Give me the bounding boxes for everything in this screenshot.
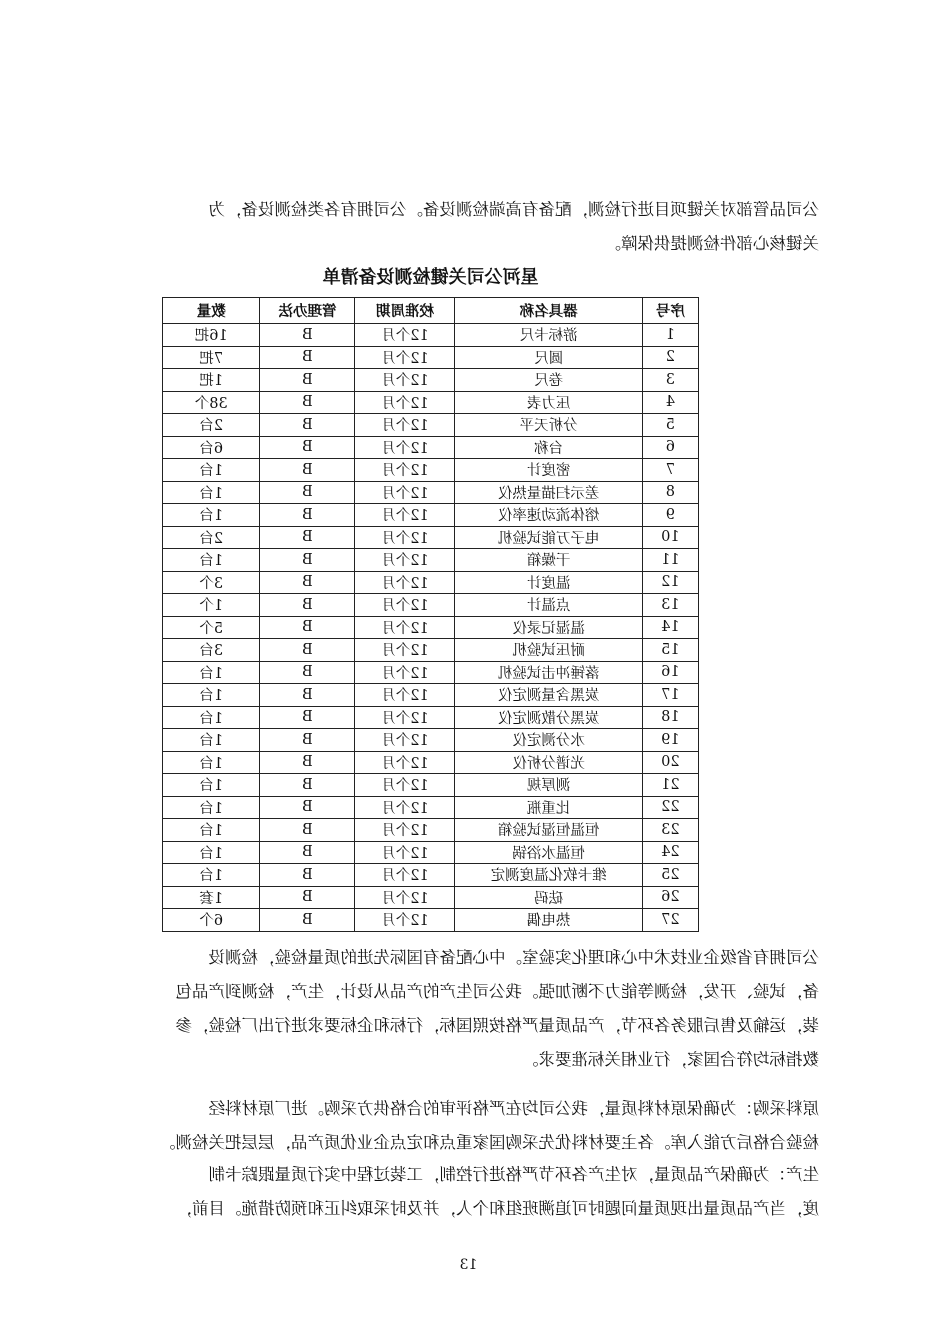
row-quantity-cell: 5个 <box>163 616 260 639</box>
row-name-cell: 温度计 <box>455 571 642 594</box>
row-name-cell: 炭黑分散测定仪 <box>455 706 642 729</box>
row-method-cell: B <box>260 324 355 347</box>
row-no-cell: 23 <box>642 819 698 842</box>
row-name-cell: 分析天平 <box>455 414 642 437</box>
row-name-cell: 熔体流动速率仪 <box>455 504 642 527</box>
row-quantity-cell: 38个 <box>163 391 260 414</box>
row-no-cell: 10 <box>642 526 698 549</box>
table-row <box>163 549 699 572</box>
row-quantity-cell: 1套 <box>163 886 260 909</box>
row-name-cell: 光谱分析仪 <box>455 751 642 774</box>
row-cycle-cell: 12个月 <box>355 616 455 639</box>
row-quantity-cell: 16把 <box>163 324 260 347</box>
row-method-cell: B <box>260 864 355 887</box>
row-no-cell: 8 <box>642 481 698 504</box>
production-paragraph <box>117 1158 819 1226</box>
table-header-row <box>163 298 699 324</box>
row-cycle-cell: 12个月 <box>355 864 455 887</box>
row-method-cell: B <box>260 594 355 617</box>
row-quantity-cell: 1台 <box>163 819 260 842</box>
row-quantity-cell: 3台 <box>163 639 260 662</box>
table-row <box>163 819 699 842</box>
page-number: 13 <box>459 1257 478 1273</box>
row-no-cell: 14 <box>642 616 698 639</box>
row-cycle-cell: 12个月 <box>355 819 455 842</box>
header-no: 序号 <box>642 298 698 324</box>
row-name-cell: 圆尺 <box>455 346 642 369</box>
header-quantity: 数量 <box>163 298 260 324</box>
table-row <box>163 594 699 617</box>
row-no-cell: 2 <box>642 346 698 369</box>
row-quantity-cell: 1台 <box>163 459 260 482</box>
row-no-cell: 27 <box>642 909 698 932</box>
row-cycle-cell: 12个月 <box>355 684 455 707</box>
row-method-cell: B <box>260 819 355 842</box>
row-method-cell: B <box>260 571 355 594</box>
row-name-cell: 落锤冲击试验机 <box>455 661 642 684</box>
row-quantity-cell: 1台 <box>163 481 260 504</box>
row-no-cell: 20 <box>642 751 698 774</box>
row-name-cell: 卷尺 <box>455 369 642 392</box>
row-cycle-cell: 12个月 <box>355 571 455 594</box>
row-name-cell: 压力表 <box>455 391 642 414</box>
row-method-cell: B <box>260 841 355 864</box>
row-no-cell: 19 <box>642 729 698 752</box>
row-name-cell: 密度计 <box>455 459 642 482</box>
row-cycle-cell: 12个月 <box>355 841 455 864</box>
table-row <box>163 909 699 932</box>
production-line-2: 度，当产品质量出现质量问题时可追溯班组和个人，并及时采取纠正和预防措施。目前， <box>175 1199 819 1218</box>
row-cycle-cell: 12个月 <box>355 526 455 549</box>
row-name-cell: 台称 <box>455 436 642 459</box>
intro-paragraph <box>117 193 819 261</box>
production-line-1: 生产：为确保产品质量，对生产各环节严格进行控制，工装过程中实行质量跟踪卡制 <box>208 1165 819 1184</box>
lab-line-2: 备，试验、开发，检测等能力不断加强。我公司生产的产品从设计，生产，检测到产品包 <box>175 982 819 1001</box>
table-row <box>163 751 699 774</box>
row-method-cell: B <box>260 459 355 482</box>
row-quantity-cell: 1台 <box>163 661 260 684</box>
row-method-cell: B <box>260 346 355 369</box>
row-no-cell: 6 <box>642 436 698 459</box>
row-cycle-cell: 12个月 <box>355 549 455 572</box>
row-cycle-cell: 12个月 <box>355 436 455 459</box>
row-method-cell: B <box>260 729 355 752</box>
table-row <box>163 571 699 594</box>
row-name-cell: 炭黑含量测定仪 <box>455 684 642 707</box>
procurement-paragraph <box>117 1092 819 1160</box>
row-quantity-cell: 1台 <box>163 684 260 707</box>
row-method-cell: B <box>260 391 355 414</box>
row-no-cell: 1 <box>642 324 698 347</box>
row-cycle-cell: 12个月 <box>355 751 455 774</box>
row-cycle-cell: 12个月 <box>355 909 455 932</box>
table-row <box>163 774 699 797</box>
row-quantity-cell: 1台 <box>163 751 260 774</box>
row-cycle-cell: 12个月 <box>355 414 455 437</box>
row-cycle-cell: 12个月 <box>355 796 455 819</box>
row-quantity-cell: 6个 <box>163 909 260 932</box>
row-method-cell: B <box>260 774 355 797</box>
row-no-cell: 5 <box>642 414 698 437</box>
header-name: 器具名称 <box>455 298 642 324</box>
row-no-cell: 21 <box>642 774 698 797</box>
row-method-cell: B <box>260 909 355 932</box>
table-row <box>163 436 699 459</box>
header-method: 管理办法 <box>260 298 355 324</box>
row-quantity-cell: 6台 <box>163 436 260 459</box>
row-method-cell: B <box>260 684 355 707</box>
row-cycle-cell: 12个月 <box>355 369 455 392</box>
row-no-cell: 17 <box>642 684 698 707</box>
row-method-cell: B <box>260 481 355 504</box>
table-row <box>163 504 699 527</box>
row-quantity-cell: 1台 <box>163 774 260 797</box>
row-name-cell: 游标卡尺 <box>455 324 642 347</box>
row-name-cell: 维卡软化温度测定 <box>455 864 642 887</box>
row-name-cell: 比重瓶 <box>455 796 642 819</box>
row-method-cell: B <box>260 706 355 729</box>
row-no-cell: 12 <box>642 571 698 594</box>
row-cycle-cell: 12个月 <box>355 504 455 527</box>
row-cycle-cell: 12个月 <box>355 639 455 662</box>
row-no-cell: 18 <box>642 706 698 729</box>
row-quantity-cell: 3个 <box>163 571 260 594</box>
row-cycle-cell: 12个月 <box>355 706 455 729</box>
table-row <box>163 481 699 504</box>
row-name-cell: 点温计 <box>455 594 642 617</box>
row-quantity-cell: 2台 <box>163 414 260 437</box>
row-name-cell: 恒温水浴锅 <box>455 841 642 864</box>
row-cycle-cell: 12个月 <box>355 594 455 617</box>
row-quantity-cell: 1把 <box>163 369 260 392</box>
row-name-cell: 热电偶 <box>455 909 642 932</box>
row-cycle-cell: 12个月 <box>355 324 455 347</box>
row-method-cell: B <box>260 796 355 819</box>
table-row <box>163 391 699 414</box>
row-quantity-cell: 1台 <box>163 841 260 864</box>
table-row <box>163 346 699 369</box>
intro-line-1: 公司品管部对关键项目进行检测，配备有高端检测设备。公司拥有各类检测设备，为 <box>208 200 819 219</box>
header-cycle: 校准周期 <box>355 298 455 324</box>
row-method-cell: B <box>260 616 355 639</box>
table-row <box>163 796 699 819</box>
table-row <box>163 684 699 707</box>
row-quantity-cell: 1台 <box>163 504 260 527</box>
row-quantity-cell: 1台 <box>163 706 260 729</box>
row-cycle-cell: 12个月 <box>355 661 455 684</box>
row-cycle-cell: 12个月 <box>355 391 455 414</box>
procurement-line-1: 原料采购：为确保原材料质量，我公司均在严格评审的合格供方采购。进厂原材料经 <box>208 1099 819 1118</box>
row-method-cell: B <box>260 886 355 909</box>
intro-line-2: 关键核心部件检测提供保障。 <box>604 234 819 253</box>
row-cycle-cell: 12个月 <box>355 459 455 482</box>
row-name-cell: 温湿记录仪 <box>455 616 642 639</box>
row-method-cell: B <box>260 436 355 459</box>
row-no-cell: 15 <box>642 639 698 662</box>
row-quantity-cell: 1台 <box>163 729 260 752</box>
row-method-cell: B <box>260 504 355 527</box>
row-method-cell: B <box>260 751 355 774</box>
row-no-cell: 4 <box>642 391 698 414</box>
table-row <box>163 324 699 347</box>
table-row <box>163 414 699 437</box>
lab-paragraph <box>117 941 819 1077</box>
row-quantity-cell: 1个 <box>163 594 260 617</box>
row-name-cell: 干燥箱 <box>455 549 642 572</box>
row-no-cell: 11 <box>642 549 698 572</box>
row-quantity-cell: 1台 <box>163 549 260 572</box>
row-name-cell: 恒温恒湿试验箱 <box>455 819 642 842</box>
row-quantity-cell: 7把 <box>163 346 260 369</box>
row-quantity-cell: 1台 <box>163 864 260 887</box>
row-no-cell: 9 <box>642 504 698 527</box>
row-cycle-cell: 12个月 <box>355 481 455 504</box>
row-no-cell: 3 <box>642 369 698 392</box>
row-method-cell: B <box>260 549 355 572</box>
table-row <box>163 841 699 864</box>
row-name-cell: 测厚规 <box>455 774 642 797</box>
row-cycle-cell: 12个月 <box>355 886 455 909</box>
lab-line-1: 公司拥有省级企业技术中心和理化实验室。中心配备有国际先进的质量检验，检测设 <box>208 948 819 967</box>
row-no-cell: 24 <box>642 841 698 864</box>
table-row <box>163 639 699 662</box>
row-quantity-cell: 2台 <box>163 526 260 549</box>
table-row <box>163 729 699 752</box>
row-method-cell: B <box>260 526 355 549</box>
table-title: 星河公司关键检测设备清单 <box>322 267 539 288</box>
row-no-cell: 22 <box>642 796 698 819</box>
row-cycle-cell: 12个月 <box>355 346 455 369</box>
table-row <box>163 661 699 684</box>
equipment-table <box>162 297 699 932</box>
table-row <box>163 616 699 639</box>
lab-line-4: 数指标均符合国家，行业相关标准要求。 <box>522 1050 819 1069</box>
row-cycle-cell: 12个月 <box>355 729 455 752</box>
procurement-line-2: 检验合格后方能入库。各主要材料优先采购国家重点和定点企业优质产品，层层把关检测。 <box>159 1133 819 1152</box>
row-no-cell: 16 <box>642 661 698 684</box>
row-quantity-cell: 1台 <box>163 796 260 819</box>
row-no-cell: 13 <box>642 594 698 617</box>
row-method-cell: B <box>260 369 355 392</box>
table-row <box>163 706 699 729</box>
row-method-cell: B <box>260 414 355 437</box>
row-no-cell: 25 <box>642 864 698 887</box>
row-name-cell: 耐压试验机 <box>455 639 642 662</box>
row-method-cell: B <box>260 639 355 662</box>
table-body <box>163 324 699 932</box>
row-method-cell: B <box>260 661 355 684</box>
table-row <box>163 886 699 909</box>
row-no-cell: 7 <box>642 459 698 482</box>
row-name-cell: 水分测定仪 <box>455 729 642 752</box>
table-row <box>163 526 699 549</box>
row-cycle-cell: 12个月 <box>355 774 455 797</box>
table-row <box>163 864 699 887</box>
row-name-cell: 差示扫描量热仪 <box>455 481 642 504</box>
table-row <box>163 459 699 482</box>
lab-line-3: 装，运输及售后服务各环节，产品质量严格按照国标，行标和企标要求进行出厂检验，参 <box>175 1016 819 1035</box>
row-no-cell: 26 <box>642 886 698 909</box>
row-name-cell: 电子万能试验机 <box>455 526 642 549</box>
table-row <box>163 369 699 392</box>
row-name-cell: 砝码 <box>455 886 642 909</box>
